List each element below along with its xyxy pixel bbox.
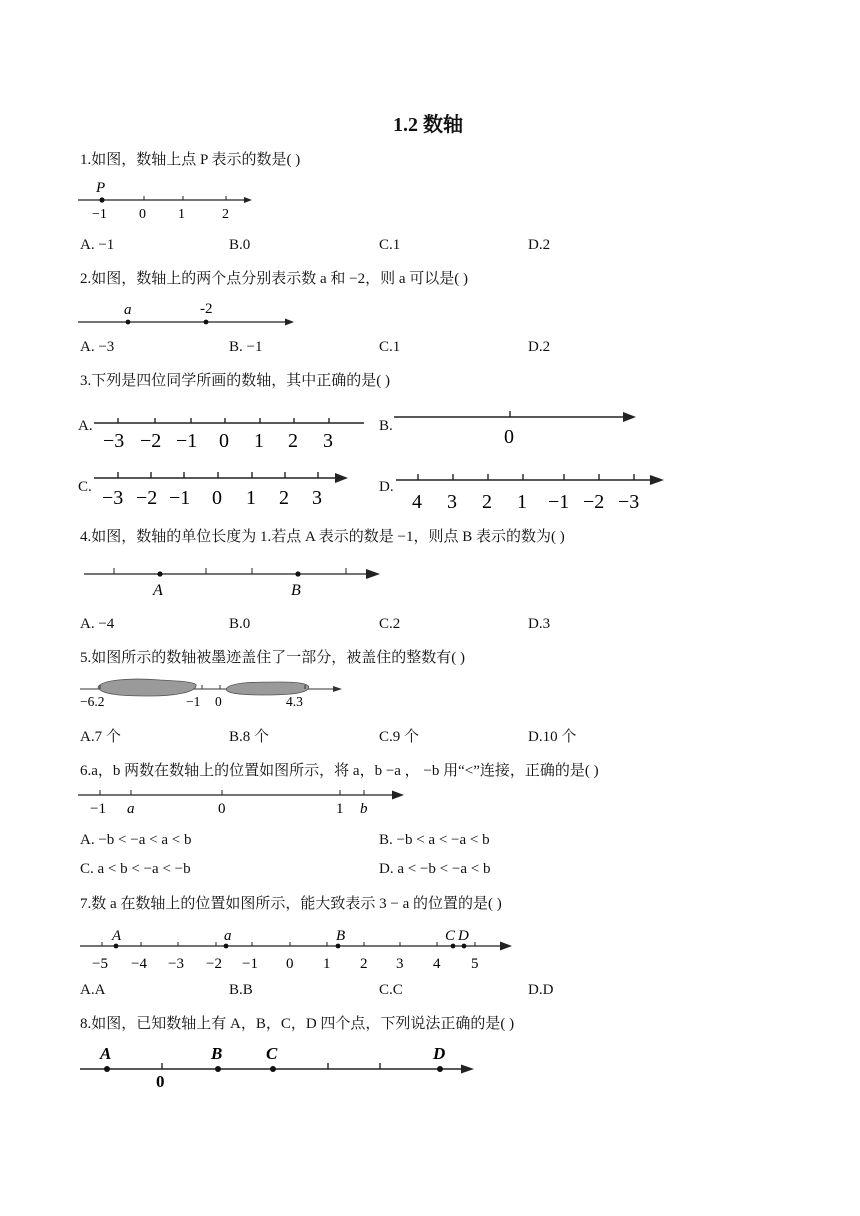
q5-label: −6.2 (80, 694, 105, 709)
q6-option-c[interactable]: C. a < b < −a < −b (80, 861, 191, 877)
q6-stem: 6.a，b 两数在数轴上的位置如图所示，将 a，b −a ， −b 用“<”连接，正确的是( ) (80, 763, 599, 779)
q3-b-number-line (394, 405, 644, 447)
q2-option-c[interactable]: C.1 (379, 339, 401, 355)
q7-tick: 5 (471, 956, 479, 972)
q2-option-a[interactable]: A. −3 (80, 339, 115, 355)
q2-point-neg2 (204, 320, 209, 325)
q5-number-line (80, 676, 350, 710)
q5-option-c[interactable]: C.9 个 (379, 729, 420, 745)
q3-d-tick: −2 (583, 491, 605, 513)
ink-blot-left (98, 679, 196, 696)
q8-point-label: A (100, 1044, 112, 1063)
q3-a-tick: 1 (254, 430, 264, 452)
q3-a-tick: −2 (140, 430, 162, 452)
q3-d-tick: 4 (412, 491, 422, 513)
q6-number-line (78, 786, 408, 818)
q7-tick: 4 (433, 956, 441, 972)
q5-label: 4.3 (286, 694, 303, 709)
q1-tick: 2 (222, 207, 229, 222)
q3-d-tick: 3 (447, 491, 457, 513)
q1-tick: −1 (92, 207, 107, 222)
q6-option-a[interactable]: A. −b < −a < a < b (80, 832, 192, 848)
q1-tick: 1 (178, 207, 185, 222)
q8-point-a (104, 1066, 110, 1072)
q7-option-b[interactable]: B.B (229, 982, 253, 998)
q3-option-a[interactable]: A. (78, 418, 93, 434)
q3-stem: 3.下列是四位同学所画的数轴，其中正确的是( ) (80, 373, 390, 389)
q1-option-a[interactable]: A. −1 (80, 237, 115, 253)
q7-tick: −2 (206, 956, 222, 972)
q3-a-tick: 3 (323, 430, 333, 452)
q7-tick: −4 (131, 956, 147, 972)
q3-a-tick: 2 (288, 430, 298, 452)
q2-number-line (78, 298, 303, 328)
q2-option-b[interactable]: B. −1 (229, 339, 263, 355)
q1-stem: 1.如图，数轴上点 P 表示的数是( ) (80, 152, 301, 168)
q7-point-label: A (112, 928, 122, 944)
q7-point-label: a (224, 928, 232, 944)
q7-point-label: C (445, 928, 456, 944)
q7-tick: 1 (323, 956, 331, 972)
q7-tick: 2 (360, 956, 368, 972)
q3-c-tick: −1 (169, 487, 191, 509)
q3-b-tick: 0 (504, 426, 514, 448)
q8-stem: 8.如图，已知数轴上有 A，B，C，D 四个点，下列说法正确的是( ) (80, 1016, 515, 1032)
q4-option-b[interactable]: B.0 (229, 616, 251, 632)
q6-label: 0 (218, 801, 226, 817)
q2-label-neg2: -2 (200, 301, 213, 317)
q4-number-line (84, 563, 384, 603)
q7-point-label: D (458, 928, 469, 944)
page-title: 1.2 数轴 (393, 114, 463, 136)
q5-option-d[interactable]: D.10 个 (528, 729, 577, 745)
q8-zero-label: 0 (156, 1072, 165, 1091)
q2-option-d[interactable]: D.2 (528, 339, 551, 355)
q3-a-tick: −3 (103, 430, 125, 452)
q1-point-p (99, 197, 104, 202)
q6-option-b[interactable]: B. −b < a < −a < b (379, 832, 490, 848)
q7-point-d (462, 944, 467, 949)
q5-option-b[interactable]: B.8 个 (229, 729, 270, 745)
q7-tick: −3 (168, 956, 184, 972)
q3-c-number-line (94, 466, 356, 512)
q3-d-tick: −1 (548, 491, 570, 513)
q4-label-a: A (153, 582, 163, 599)
q3-d-tick: 2 (482, 491, 492, 513)
q3-c-tick: −3 (102, 487, 124, 509)
q7-point-c (451, 944, 456, 949)
q7-option-a[interactable]: A.A (80, 982, 106, 998)
q3-a-tick: 0 (219, 430, 229, 452)
q7-option-c[interactable]: C.C (379, 982, 403, 998)
q3-d-number-line (396, 468, 668, 514)
q3-c-tick: −2 (136, 487, 158, 509)
q1-tick: 0 (139, 207, 146, 222)
q7-tick: 3 (396, 956, 404, 972)
q3-option-c[interactable]: C. (78, 479, 92, 495)
q4-point-b (295, 571, 300, 576)
q7-tick: −5 (92, 956, 108, 972)
q6-option-d[interactable]: D. a < −b < −a < b (379, 861, 491, 877)
q7-option-d[interactable]: D.D (528, 982, 554, 998)
q4-point-a (157, 571, 162, 576)
q7-stem: 7.数 a 在数轴上的位置如图所示，能大致表示 3 − a 的位置的是( ) (80, 896, 502, 912)
q6-label: 1 (336, 801, 344, 817)
q5-label: 0 (215, 694, 222, 709)
q7-tick: 0 (286, 956, 294, 972)
q1-option-c[interactable]: C.1 (379, 237, 401, 253)
q3-d-tick: 1 (517, 491, 527, 513)
q2-label-a: a (124, 302, 132, 318)
q8-point-label: C (266, 1044, 278, 1063)
q3-a-tick: −1 (176, 430, 198, 452)
q4-option-d[interactable]: D.3 (528, 616, 551, 632)
q6-label: −1 (90, 801, 106, 817)
q8-point-label: B (211, 1044, 223, 1063)
q4-stem: 4.如图，数轴的单位长度为 1.若点 A 表示的数是 −1，则点 B 表示的数为( ) (80, 529, 565, 545)
q5-stem: 5.如图所示的数轴被墨迹盖住了一部分，被盖住的整数有( ) (80, 650, 465, 666)
q1-option-d[interactable]: D.2 (528, 237, 551, 253)
q8-number-line (80, 1042, 480, 1090)
q7-tick: −1 (242, 956, 258, 972)
q8-point-label: D (433, 1044, 446, 1063)
q7-point-a-upper (114, 944, 119, 949)
q8-point-b (215, 1066, 221, 1072)
q8-point-d (437, 1066, 443, 1072)
q3-c-tick: 3 (312, 487, 322, 509)
q7-point-b (336, 944, 341, 949)
q1-point-label: P (96, 180, 106, 196)
q2-point-a (126, 320, 131, 325)
q8-point-c (270, 1066, 276, 1072)
q3-c-tick: 2 (279, 487, 289, 509)
q7-number-line (80, 924, 520, 974)
q6-label: b (360, 801, 368, 817)
q5-label: −1 (186, 694, 201, 709)
q4-option-a[interactable]: A. −4 (80, 616, 115, 632)
q3-option-d[interactable]: D. (379, 479, 394, 495)
q3-c-tick: 1 (246, 487, 256, 509)
q6-label: a (127, 801, 135, 817)
q4-option-c[interactable]: C.2 (379, 616, 401, 632)
q1-option-b[interactable]: B.0 (229, 237, 251, 253)
q7-point-a-lower (224, 944, 229, 949)
q1-number-line (78, 178, 258, 222)
q4-label-b: B (291, 582, 301, 599)
q3-a-number-line (94, 410, 366, 456)
q3-c-tick: 0 (212, 487, 222, 509)
q7-point-label: B (336, 928, 346, 944)
q3-d-tick: −3 (618, 491, 640, 513)
q2-stem: 2.如图，数轴上的两个点分别表示数 a 和 −2，则 a 可以是( ) (80, 271, 469, 287)
q3-option-b[interactable]: B. (379, 418, 393, 434)
q5-option-a[interactable]: A.7 个 (80, 729, 121, 745)
